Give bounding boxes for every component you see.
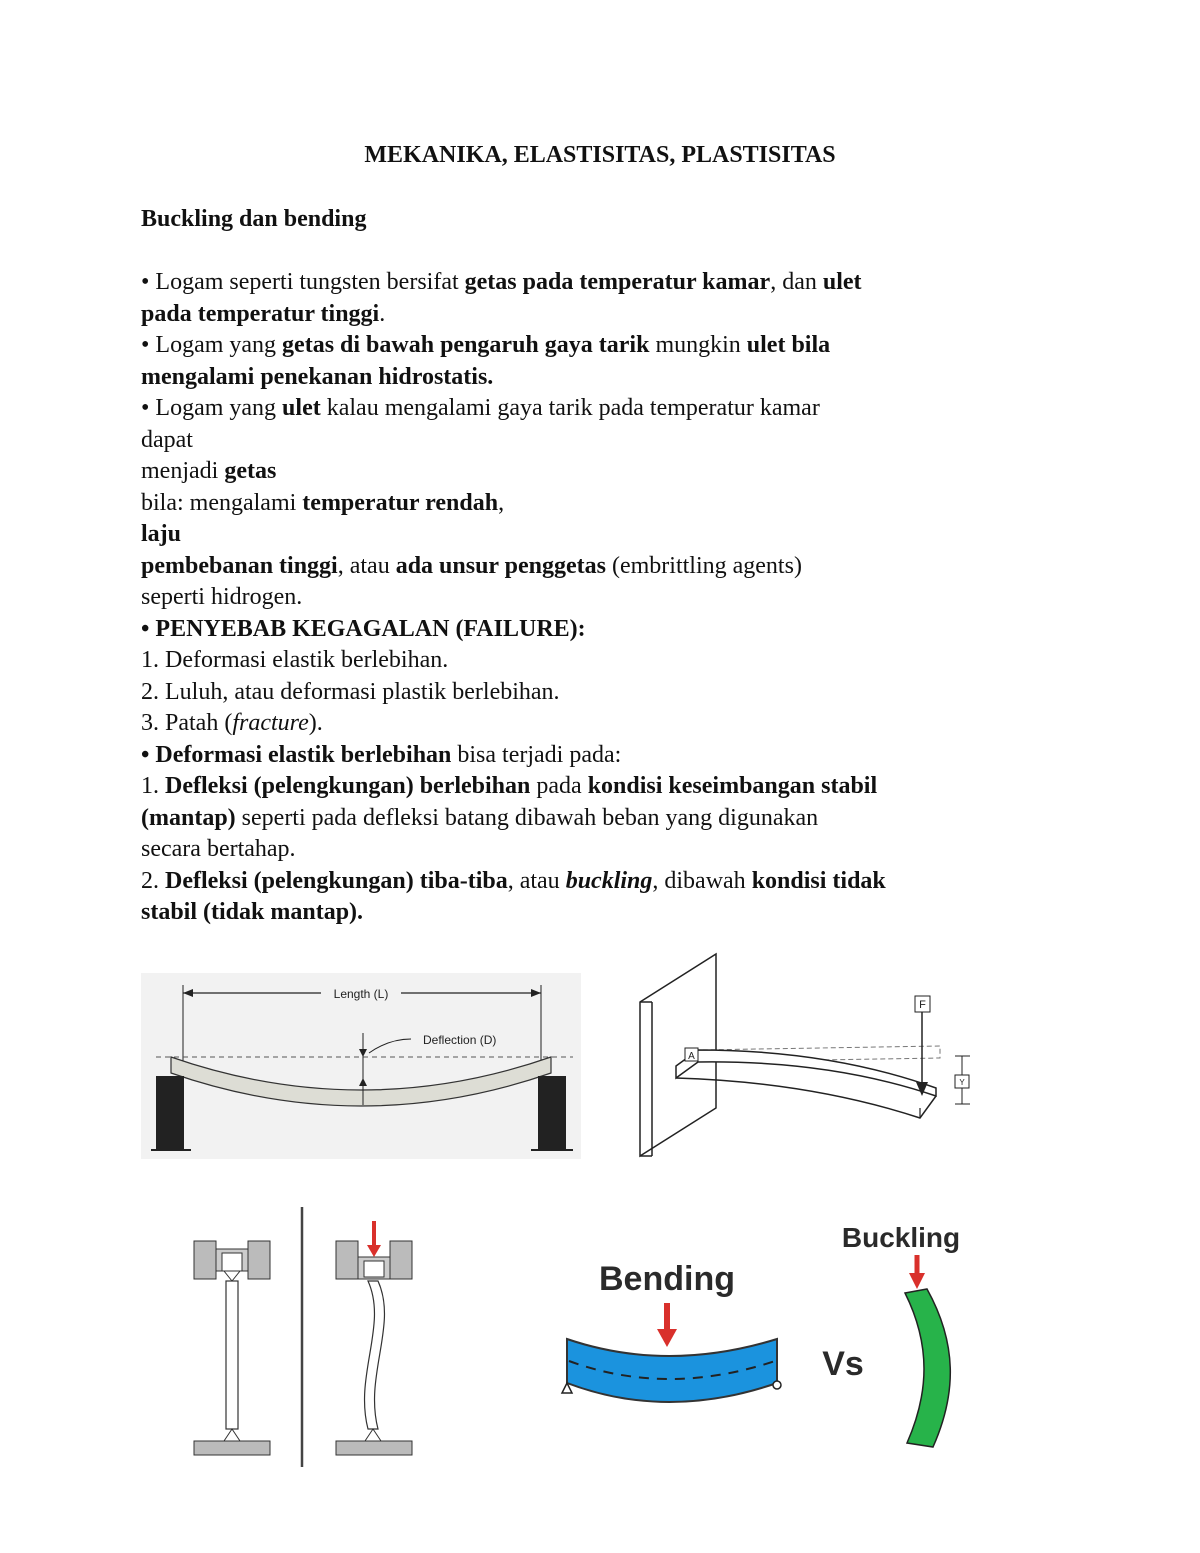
paragraph-6: laju	[141, 521, 182, 547]
failure-heading: • PENYEBAB KEGAGALAN (FAILURE):	[141, 615, 586, 642]
page-title: MEKANIKA, ELASTISITAS, PLASTISITAS	[364, 142, 836, 168]
paragraph-4: menjadi getas	[141, 458, 277, 484]
paragraph-3: • Logam yang ulet kalau mengalami gaya tarik pada temperatur kamar dapat	[141, 395, 820, 453]
length-label: Length (L)	[333, 987, 389, 1001]
buckling-label: Buckling	[841, 1222, 961, 1253]
column-buckling-figure	[188, 1205, 418, 1470]
cantilever-figure	[630, 948, 975, 1160]
beam-deflection-figure	[141, 973, 581, 1159]
force-label: F	[919, 999, 926, 1011]
paragraph-9: • Deformasi elastik berlebihan bisa terjadi pada:	[141, 741, 622, 768]
vs-label: Vs	[822, 1345, 864, 1383]
point-a-label: A	[688, 1051, 695, 1062]
bending-beam	[567, 1339, 777, 1402]
paragraph-10: 1. Defleksi (pelengkungan) berlebihan pada kondisi keseimbangan stabil (mantap) seperti pada defleksi batang dibawah beban yang digunakan secara bertahap.	[141, 773, 878, 862]
paragraph-1: • Logam seperti tungsten bersifat getas pada temperatur kamar, dan ulet pada temperatur tinggi.	[141, 269, 862, 327]
paragraph-5: bila: mengalami temperatur rendah,	[141, 489, 505, 516]
bending-label: Bending	[599, 1260, 735, 1298]
paragraph-2: • Logam yang getas di bawah pengaruh gaya tarik mungkin ulet bila mengalami penekanan hidrostatis.	[141, 332, 831, 390]
failure-item-2: 2. Luluh, atau deformasi plastik berlebihan.	[141, 678, 560, 705]
y-label: Y	[959, 1078, 965, 1087]
paragraph-7: pembebanan tinggi, atau ada unsur penggetas (embrittling agents) seperti hidrogen.	[141, 552, 802, 610]
section-heading: Buckling dan bending	[141, 206, 367, 232]
straight-column	[226, 1281, 238, 1429]
deflection-label: Deflection (D)	[423, 1033, 497, 1047]
buckling-column	[905, 1289, 950, 1447]
failure-item-3: 3. Patah (fracture).	[141, 710, 323, 736]
buckled-column	[365, 1281, 385, 1429]
document-body	[141, 204, 1041, 929]
left-support	[156, 1076, 184, 1150]
paragraph-11: 2. Defleksi (pelengkungan) tiba-tiba, atau buckling, dibawah kondisi tidak stabil (tidak mantap).	[141, 867, 886, 925]
bending-vs-buckling-figure	[555, 1215, 975, 1455]
failure-item-1: 1. Deformasi elastik berlebihan.	[141, 647, 449, 673]
right-support	[538, 1076, 566, 1150]
